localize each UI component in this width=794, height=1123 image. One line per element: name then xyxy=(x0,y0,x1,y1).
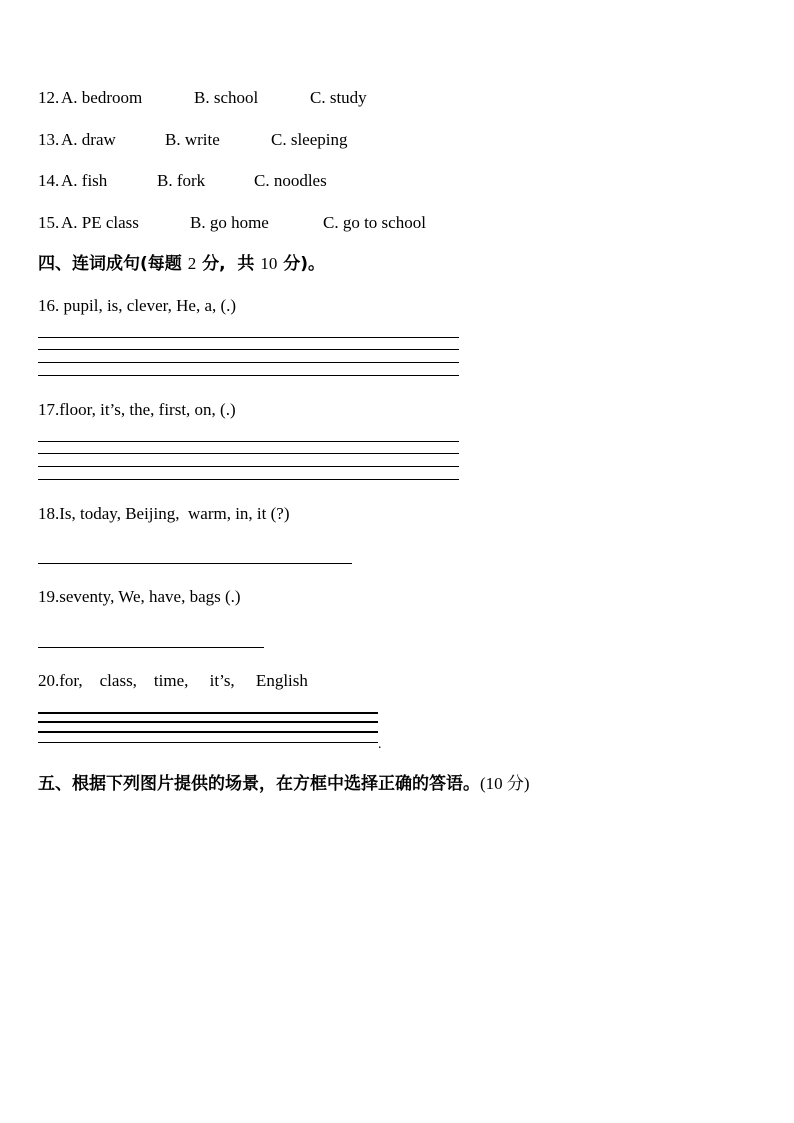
option-c: C. noodles xyxy=(254,171,327,190)
section-four-points-each: 2 xyxy=(187,254,197,273)
answer-line xyxy=(38,362,459,363)
answer-line xyxy=(38,742,378,743)
option-c: C. go to school xyxy=(323,213,426,232)
answer-line xyxy=(38,647,264,648)
option-b: B. fork xyxy=(157,171,206,190)
answer-line xyxy=(38,375,459,376)
answer-line xyxy=(38,479,459,480)
answer-line xyxy=(38,441,459,442)
mc-number: 15. xyxy=(38,213,60,232)
answer-line xyxy=(38,349,459,350)
answer-line xyxy=(38,453,459,454)
option-c: C. sleeping xyxy=(271,130,348,149)
answer-line xyxy=(38,712,378,714)
section-five-heading xyxy=(38,773,530,795)
section-five-points: (10 分) xyxy=(480,774,530,793)
answer-line xyxy=(38,563,352,564)
trailing-period: . xyxy=(378,737,382,752)
question-16: 16. pupil, is, clever, He, a, (.) xyxy=(38,296,237,315)
option-a: A. PE class xyxy=(61,213,139,232)
option-b: B. school xyxy=(194,88,259,107)
option-a: A. fish xyxy=(61,171,108,190)
option-a: A. draw xyxy=(61,130,116,149)
option-a: A. bedroom xyxy=(61,88,143,107)
section-four-points-total: 10 xyxy=(260,254,278,273)
option-b: B. write xyxy=(165,130,220,149)
answer-line xyxy=(38,721,378,723)
section-five-title: 五、根据下列图片提供的场景，在方框中选择正确的答语。 xyxy=(38,774,480,794)
answer-line xyxy=(38,731,378,733)
mc-number: 13. xyxy=(38,130,60,149)
option-c: C. study xyxy=(310,88,367,107)
answer-line xyxy=(38,337,459,338)
question-17: 17.floor, it’s, the, first, on, (.) xyxy=(38,400,236,419)
mc-number: 14. xyxy=(38,171,60,190)
section-four-heading xyxy=(38,253,325,275)
answer-line xyxy=(38,466,459,467)
question-20: 20.for, class, time, it’s, English xyxy=(38,671,308,690)
mc-number: 12. xyxy=(38,88,60,107)
option-b: B. go home xyxy=(190,213,269,232)
section-four-mid: 分, 共 xyxy=(202,254,255,274)
question-19: 19.seventy, We, have, bags (.) xyxy=(38,587,241,606)
question-18: 18.Is, today, Beijing, warm, in, it (?) xyxy=(38,504,290,523)
section-four-end: 分)。 xyxy=(283,254,326,274)
section-four-title: 四、连词成句(每题 xyxy=(38,254,182,274)
